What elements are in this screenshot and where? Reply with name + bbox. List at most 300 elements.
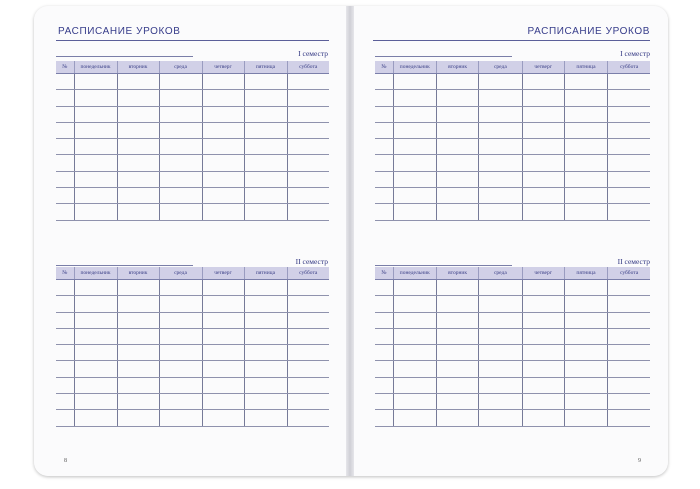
table-cell [56, 296, 74, 312]
table-cell [159, 122, 202, 138]
table-cell [56, 328, 74, 344]
table-row [56, 90, 329, 106]
column-header-day: суббота [608, 61, 650, 74]
column-header-day: понедельник [74, 267, 117, 280]
table-cell [56, 74, 74, 90]
table-cell [56, 204, 74, 220]
table-cell [159, 328, 202, 344]
table-cell [117, 155, 159, 171]
table-cell [436, 90, 478, 106]
table-row [56, 171, 329, 187]
column-header-day: среда [479, 267, 522, 280]
table-cell [244, 296, 287, 312]
table-cell [117, 90, 159, 106]
table-cell [564, 312, 607, 328]
table-cell [436, 410, 478, 426]
table-cell [159, 139, 202, 155]
title-rule-left [56, 40, 329, 41]
table-cell [244, 155, 287, 171]
table-header-row [56, 267, 329, 280]
table-cell [56, 361, 74, 377]
table-cell [287, 280, 329, 296]
column-header-day: четверг [522, 61, 564, 74]
table-cell [393, 90, 436, 106]
table-row [56, 361, 329, 377]
table-cell [479, 171, 522, 187]
title-rule-right [373, 40, 650, 41]
table-row [375, 90, 650, 106]
table-cell [202, 90, 244, 106]
table-cell [479, 106, 522, 122]
table-cell [393, 122, 436, 138]
table-cell [522, 328, 564, 344]
book-gutter [346, 6, 354, 476]
table-cell [436, 345, 478, 361]
semester-label-right-1: I семестр [620, 49, 650, 58]
column-header-number: № [375, 267, 393, 280]
column-header-day: четверг [202, 267, 244, 280]
table-cell [202, 296, 244, 312]
table-row [56, 312, 329, 328]
table-cell [564, 296, 607, 312]
table-cell [117, 361, 159, 377]
semester-name-line [375, 265, 512, 266]
table-cell [74, 90, 117, 106]
table-cell [244, 74, 287, 90]
table-cell [202, 361, 244, 377]
table-cell [375, 171, 393, 187]
table-row [56, 139, 329, 155]
table-cell [522, 280, 564, 296]
table-cell [564, 377, 607, 393]
table-cell [287, 394, 329, 410]
table-cell [74, 155, 117, 171]
table-cell [202, 328, 244, 344]
table-cell [375, 296, 393, 312]
page-title-right: РАСПИСАНИЕ УРОКОВ [527, 26, 650, 37]
table-cell [436, 394, 478, 410]
table-cell [202, 280, 244, 296]
table-cell [436, 155, 478, 171]
table-row [375, 188, 650, 204]
table-cell [608, 90, 650, 106]
table-cell [608, 377, 650, 393]
column-header-number: № [56, 267, 74, 280]
table-cell [202, 204, 244, 220]
table-cell [436, 188, 478, 204]
table-cell [202, 74, 244, 90]
table-cell [393, 345, 436, 361]
table-cell [244, 410, 287, 426]
table-cell [375, 410, 393, 426]
table-cell [244, 139, 287, 155]
table-cell [564, 394, 607, 410]
table-cell [244, 90, 287, 106]
table-row [56, 394, 329, 410]
table-cell [393, 296, 436, 312]
semester-name-line [375, 56, 512, 57]
table-row [56, 188, 329, 204]
table-cell [393, 155, 436, 171]
table-cell [375, 155, 393, 171]
table-cell [56, 122, 74, 138]
table-cell [74, 74, 117, 90]
table-cell [202, 377, 244, 393]
table-cell [74, 361, 117, 377]
table-cell [287, 204, 329, 220]
table-cell [287, 188, 329, 204]
table-cell [287, 377, 329, 393]
table-cell [375, 394, 393, 410]
table-cell [393, 106, 436, 122]
table-cell [393, 410, 436, 426]
table-cell [608, 106, 650, 122]
table-cell [287, 122, 329, 138]
table-cell [479, 188, 522, 204]
table-cell [375, 345, 393, 361]
table-row [56, 106, 329, 122]
table-cell [479, 410, 522, 426]
table-row [56, 328, 329, 344]
table-cell [608, 155, 650, 171]
table-cell [608, 361, 650, 377]
table-cell [522, 296, 564, 312]
table-cell [244, 345, 287, 361]
column-header-day: понедельник [393, 267, 436, 280]
table-cell [74, 345, 117, 361]
table-row [56, 280, 329, 296]
table-cell [117, 122, 159, 138]
table-cell [393, 74, 436, 90]
table-cell [436, 361, 478, 377]
schedule-table-left-sem1 [56, 61, 329, 221]
table-cell [436, 122, 478, 138]
table-cell [117, 394, 159, 410]
table-cell [117, 139, 159, 155]
table-cell [608, 188, 650, 204]
table-header-row [375, 61, 650, 74]
table-cell [244, 312, 287, 328]
table-cell [564, 188, 607, 204]
column-header-day: вторник [117, 61, 159, 74]
table-cell [436, 280, 478, 296]
page-number-right: 9 [638, 458, 641, 464]
column-header-number: № [56, 61, 74, 74]
table-row [375, 122, 650, 138]
table-cell [479, 204, 522, 220]
table-cell [287, 106, 329, 122]
table-header-row [56, 61, 329, 74]
table-cell [564, 171, 607, 187]
table-row [375, 377, 650, 393]
table-cell [479, 74, 522, 90]
table-row [375, 74, 650, 90]
table-row [56, 345, 329, 361]
column-header-day: среда [159, 267, 202, 280]
table-row [375, 155, 650, 171]
table-cell [159, 74, 202, 90]
table-cell [479, 155, 522, 171]
table-cell [393, 394, 436, 410]
column-header-day: понедельник [393, 61, 436, 74]
schedule-table-right-sem1 [375, 61, 650, 221]
table-cell [202, 394, 244, 410]
table-row [375, 204, 650, 220]
column-header-day: среда [159, 61, 202, 74]
column-header-day: вторник [436, 267, 478, 280]
table-row [375, 312, 650, 328]
table-cell [56, 410, 74, 426]
table-cell [287, 410, 329, 426]
table-cell [56, 377, 74, 393]
table-cell [522, 122, 564, 138]
semester-label-right-2: II семестр [617, 257, 650, 266]
table-cell [56, 312, 74, 328]
table-cell [244, 122, 287, 138]
table-cell [522, 171, 564, 187]
table-cell [117, 106, 159, 122]
table-cell [287, 345, 329, 361]
table-cell [287, 74, 329, 90]
table-cell [117, 188, 159, 204]
table-row [56, 155, 329, 171]
table-cell [159, 377, 202, 393]
table-cell [436, 204, 478, 220]
table-cell [74, 377, 117, 393]
table-cell [159, 394, 202, 410]
table-cell [202, 139, 244, 155]
table-cell [479, 361, 522, 377]
column-header-day: понедельник [74, 61, 117, 74]
column-header-day: суббота [287, 267, 329, 280]
table-cell [393, 361, 436, 377]
table-cell [287, 171, 329, 187]
schedule-table-left-sem2 [56, 267, 329, 427]
table-cell [202, 345, 244, 361]
table-cell [522, 90, 564, 106]
table-cell [244, 394, 287, 410]
table-cell [564, 90, 607, 106]
table-cell [375, 361, 393, 377]
table-cell [202, 171, 244, 187]
table-cell [202, 106, 244, 122]
column-header-day: вторник [117, 267, 159, 280]
column-header-day: пятница [244, 267, 287, 280]
table-cell [375, 280, 393, 296]
table-cell [159, 90, 202, 106]
table-cell [56, 345, 74, 361]
table-cell [479, 280, 522, 296]
table-cell [375, 204, 393, 220]
table-cell [608, 171, 650, 187]
table-cell [436, 377, 478, 393]
table-cell [436, 312, 478, 328]
table-row [375, 171, 650, 187]
table-cell [522, 139, 564, 155]
table-cell [479, 312, 522, 328]
table-cell [117, 280, 159, 296]
table-cell [436, 171, 478, 187]
table-row [375, 280, 650, 296]
page-title-left: РАСПИСАНИЕ УРОКОВ [58, 26, 181, 37]
table-cell [117, 345, 159, 361]
table-cell [56, 171, 74, 187]
table-cell [522, 204, 564, 220]
column-header-day: вторник [436, 61, 478, 74]
table-cell [393, 312, 436, 328]
table-cell [287, 361, 329, 377]
table-cell [287, 90, 329, 106]
table-cell [393, 204, 436, 220]
table-cell [244, 328, 287, 344]
table-row [375, 361, 650, 377]
table-cell [608, 312, 650, 328]
table-cell [564, 361, 607, 377]
table-cell [159, 204, 202, 220]
table-header-row [375, 267, 650, 280]
table-cell [159, 296, 202, 312]
table-cell [74, 188, 117, 204]
table-cell [74, 296, 117, 312]
table-cell [564, 280, 607, 296]
table-cell [479, 328, 522, 344]
table-cell [436, 139, 478, 155]
table-cell [393, 280, 436, 296]
table-cell [74, 171, 117, 187]
table-cell [522, 345, 564, 361]
column-header-day: среда [479, 61, 522, 74]
semester-label-left-2: II семестр [295, 257, 328, 266]
table-cell [56, 106, 74, 122]
table-cell [287, 139, 329, 155]
table-cell [56, 188, 74, 204]
semester-name-line [56, 56, 193, 57]
table-cell [74, 394, 117, 410]
table-cell [375, 74, 393, 90]
table-cell [159, 155, 202, 171]
table-cell [522, 106, 564, 122]
table-cell [375, 90, 393, 106]
table-cell [564, 155, 607, 171]
table-cell [244, 106, 287, 122]
table-cell [522, 155, 564, 171]
table-row [375, 345, 650, 361]
table-cell [74, 204, 117, 220]
table-cell [564, 139, 607, 155]
table-cell [436, 296, 478, 312]
table-cell [608, 280, 650, 296]
table-row [375, 328, 650, 344]
semester-label-left-1: I семестр [298, 49, 328, 58]
table-cell [608, 394, 650, 410]
table-cell [287, 312, 329, 328]
table-cell [159, 171, 202, 187]
table-cell [117, 312, 159, 328]
table-cell [436, 106, 478, 122]
table-cell [436, 74, 478, 90]
schedule-table-right-sem2 [375, 267, 650, 427]
table-cell [202, 410, 244, 426]
column-header-day: суббота [287, 61, 329, 74]
table-cell [375, 377, 393, 393]
table-cell [74, 410, 117, 426]
column-header-day: четверг [202, 61, 244, 74]
table-row [56, 410, 329, 426]
table-row [56, 122, 329, 138]
table-cell [56, 394, 74, 410]
table-cell [117, 74, 159, 90]
table-cell [244, 361, 287, 377]
table-cell [522, 74, 564, 90]
table-cell [159, 106, 202, 122]
table-cell [244, 377, 287, 393]
table-cell [393, 377, 436, 393]
table-cell [393, 171, 436, 187]
table-cell [564, 328, 607, 344]
table-cell [522, 312, 564, 328]
table-row [56, 204, 329, 220]
table-cell [202, 312, 244, 328]
table-row [375, 296, 650, 312]
table-cell [74, 139, 117, 155]
table-cell [202, 155, 244, 171]
column-header-day: пятница [564, 61, 607, 74]
table-cell [479, 122, 522, 138]
table-cell [375, 122, 393, 138]
table-cell [608, 328, 650, 344]
table-cell [375, 312, 393, 328]
column-header-day: пятница [564, 267, 607, 280]
table-cell [74, 122, 117, 138]
table-row [56, 296, 329, 312]
table-cell [479, 139, 522, 155]
table-cell [608, 410, 650, 426]
table-cell [117, 328, 159, 344]
table-cell [117, 410, 159, 426]
column-header-day: четверг [522, 267, 564, 280]
table-cell [608, 122, 650, 138]
page-number-left: 8 [64, 458, 67, 464]
semester-name-line [56, 265, 193, 266]
table-cell [564, 122, 607, 138]
table-cell [608, 345, 650, 361]
table-cell [117, 377, 159, 393]
table-cell [202, 188, 244, 204]
table-cell [479, 377, 522, 393]
table-cell [56, 90, 74, 106]
table-cell [393, 139, 436, 155]
table-cell [159, 361, 202, 377]
table-cell [375, 328, 393, 344]
table-cell [479, 394, 522, 410]
table-cell [522, 410, 564, 426]
table-cell [564, 106, 607, 122]
table-cell [117, 171, 159, 187]
table-cell [159, 410, 202, 426]
table-cell [202, 122, 244, 138]
table-cell [436, 328, 478, 344]
column-header-day: суббота [608, 267, 650, 280]
column-header-day: пятница [244, 61, 287, 74]
table-cell [522, 377, 564, 393]
table-cell [159, 312, 202, 328]
table-cell [159, 280, 202, 296]
table-row [375, 410, 650, 426]
table-cell [564, 410, 607, 426]
table-row [56, 74, 329, 90]
table-cell [375, 106, 393, 122]
table-cell [56, 139, 74, 155]
